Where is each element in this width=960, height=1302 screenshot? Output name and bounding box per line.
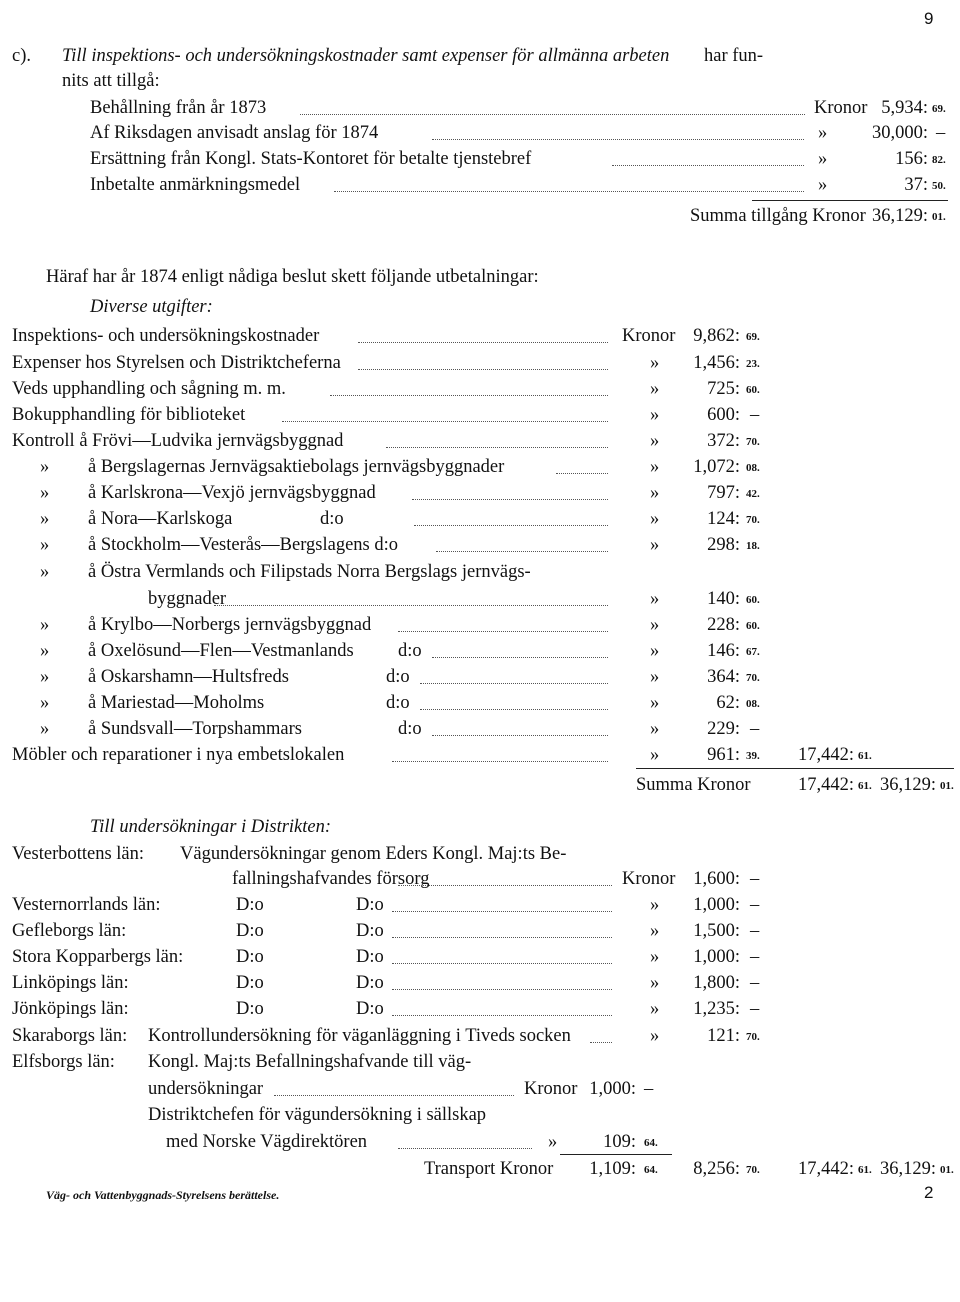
row-ore: 70. (746, 672, 760, 684)
row-amount: 364: (707, 667, 740, 687)
leader-dots (414, 525, 608, 526)
county-label: Gefleborgs län: (12, 921, 127, 941)
row-ore: 60. (746, 384, 760, 396)
row-ore: – (750, 921, 760, 941)
transport-ore: 01. (940, 1164, 954, 1176)
row-ore: 60. (746, 620, 760, 632)
row-ore: 70. (746, 1031, 760, 1043)
county-label: Skaraborgs län: (12, 1026, 128, 1046)
row-amount: 1,235: (693, 999, 740, 1019)
row-prefix: » (548, 1132, 558, 1152)
leader-dots (398, 885, 612, 886)
footer-note: Väg- och Vattenbyggnads-Styrelsens berättelse. (46, 1188, 280, 1202)
row-amount: 146: (707, 641, 740, 661)
row-label: Möbler och reparationer i nya embetslokalen (12, 745, 345, 765)
row-prefix: » (650, 615, 660, 635)
row-amount: 725: (707, 379, 740, 399)
leader-dots (412, 499, 608, 500)
row-prefix: Kronor (622, 326, 676, 346)
row-prefix: » (818, 175, 828, 195)
ditto-mark: » (40, 693, 50, 713)
ditto-mark: » (40, 667, 50, 687)
row-amount: 228: (707, 615, 740, 635)
row-amount: 156: (895, 149, 928, 169)
row-ore: 08. (746, 698, 760, 710)
ditto-do: D:o (356, 895, 384, 915)
county-label: Elfsborgs län: (12, 1052, 115, 1072)
leader-dots (330, 395, 608, 396)
row-label: Kongl. Maj:ts Befallningshafvande till väg- (148, 1052, 472, 1072)
row-ore: 67. (746, 646, 760, 658)
row-amount: 961: (707, 745, 740, 765)
row-label: å Oskarshamn—Hultsfreds (88, 667, 289, 687)
row-amount: 372: (707, 431, 740, 451)
leader-dots (392, 937, 612, 938)
row-ore: 39. (746, 750, 760, 762)
row-label: å Oxelösund—Flen—Vestmanlands (88, 641, 354, 661)
row-label: Inbetalte anmärkningsmedel (90, 175, 301, 195)
summa-total: 36,129: (879, 775, 936, 795)
row-prefix: Kronor (524, 1079, 578, 1099)
row-prefix: » (650, 589, 660, 609)
leader-dots (556, 473, 608, 474)
row-label: å Bergslagernas Jernvägsaktiebolags jernvägsbyggnader (88, 457, 505, 477)
row-amount: 229: (707, 719, 740, 739)
leader-dots (392, 989, 612, 990)
row-amount: 1,456: (693, 353, 740, 373)
row-label: Kontrollundersökning för väganläggning i Tiveds socken (148, 1026, 571, 1046)
ditto-mark: » (40, 641, 50, 661)
row-prefix: » (650, 921, 660, 941)
row-prefix: » (650, 667, 660, 687)
row-ore: – (936, 123, 946, 143)
row-ore: 18. (746, 540, 760, 552)
section-label: c). (12, 46, 31, 66)
row-ore: 70. (746, 514, 760, 526)
leader-dots (398, 631, 608, 632)
ditto-do: D:o (356, 947, 384, 967)
ditto-do: D:o (236, 895, 264, 915)
row-ore: – (644, 1079, 654, 1099)
row-label: å Mariestad—Moholms (88, 693, 265, 713)
ditto-do: d:o (386, 693, 410, 713)
row-amount: 797: (707, 483, 740, 503)
row-prefix: » (650, 457, 660, 477)
row-ore: – (750, 973, 760, 993)
row-ore: 82. (932, 154, 946, 166)
row-amount: 1,800: (693, 973, 740, 993)
row-amount: 1,000: (693, 947, 740, 967)
row-label: med Norske Vägdirektören (166, 1132, 368, 1152)
row-amount: 121: (707, 1026, 740, 1046)
row-ore: 42. (746, 488, 760, 500)
transport-amount: 36,129: (879, 1159, 936, 1179)
row-amount: 1,072: (693, 457, 740, 477)
leader-dots (392, 1015, 612, 1016)
ditto-do: d:o (398, 719, 422, 739)
total-label: Summa tillgång Kronor (690, 206, 866, 226)
leader-dots (358, 342, 608, 343)
ditto-do: D:o (356, 973, 384, 993)
row-prefix: Kronor (814, 98, 868, 118)
ditto-mark: » (40, 562, 50, 582)
ditto-mark: » (40, 719, 50, 739)
row-ore: – (750, 719, 760, 739)
transport-amount: 8,256: (693, 1159, 740, 1179)
row-prefix: » (650, 483, 660, 503)
county-label: Linköpings län: (12, 973, 129, 993)
row-prefix: » (650, 895, 660, 915)
transport-ore: 64. (644, 1164, 658, 1176)
row-prefix: » (650, 947, 660, 967)
section-heading-rest: har fun- (704, 46, 764, 66)
leader-dots (392, 963, 612, 964)
leader-dots (386, 447, 608, 448)
row-label: Veds upphandling och sågning m. m. (12, 379, 286, 399)
row-label: Af Riksdagen anvisadt anslag för 1874 (90, 123, 379, 143)
row-label: å Karlskrona—Vexjö jernvägsbyggnad (88, 483, 376, 503)
ditto-mark: » (40, 615, 50, 635)
ditto-do: D:o (356, 999, 384, 1019)
row-prefix: » (818, 149, 828, 169)
row-ore: 69. (932, 103, 946, 115)
sum-rule (752, 200, 948, 201)
transport-ore: 61. (858, 1164, 872, 1176)
row-prefix: » (650, 535, 660, 555)
ditto-do: D:o (236, 973, 264, 993)
row-label: å Krylbo—Norbergs jernvägsbyggnad (88, 615, 372, 635)
row-prefix: » (650, 379, 660, 399)
summa-amount: 17,442: (797, 775, 854, 795)
row-amount: 1,500: (693, 921, 740, 941)
sheet-mark: 2 (924, 1183, 934, 1202)
county-label: Jönköpings län: (12, 999, 129, 1019)
row-ore: 50. (932, 180, 946, 192)
ditto-do: D:o (236, 999, 264, 1019)
row-prefix: » (650, 641, 660, 661)
row-amount: 62: (716, 693, 740, 713)
row-label: å Sundsvall—Torpshammars (88, 719, 302, 739)
ditto-mark: » (40, 483, 50, 503)
leader-dots (420, 683, 608, 684)
row-ore: 64. (644, 1137, 658, 1149)
county-label: Vesterbottens län: (12, 844, 145, 864)
leader-dots (432, 657, 608, 658)
leader-dots (392, 761, 608, 762)
payments-intro: Häraf har år 1874 enligt nådiga beslut skett följande utbetalningar: (46, 267, 539, 287)
row-ore: – (750, 895, 760, 915)
row-ore: – (750, 869, 760, 889)
sum-rule (636, 768, 954, 769)
carry-amount: 17,442: (797, 745, 854, 765)
leader-dots (358, 369, 608, 370)
leader-dots (214, 605, 608, 606)
row-prefix: Kronor (622, 869, 676, 889)
leader-dots (274, 1095, 514, 1096)
summa-ore: 61. (858, 780, 872, 792)
row-prefix: » (650, 405, 660, 425)
row-label-cont: byggnader (148, 589, 227, 609)
row-prefix: » (650, 719, 660, 739)
leader-dots (398, 1148, 532, 1149)
transport-ore: 70. (746, 1164, 760, 1176)
row-ore: 08. (746, 462, 760, 474)
row-amount: 109: (603, 1132, 636, 1152)
row-label-cont: fallningshafvandes försorg (232, 869, 430, 889)
row-amount: 37: (904, 175, 928, 195)
total-amount: 36,129: (871, 206, 928, 226)
leader-dots (420, 709, 608, 710)
row-amount: 140: (707, 589, 740, 609)
carry-ore: 61. (858, 750, 872, 762)
row-ore: – (750, 999, 760, 1019)
page-number: 9 (924, 9, 934, 28)
ditto-do: D:o (236, 947, 264, 967)
leader-dots (612, 165, 804, 166)
row-label: Ersättning från Kongl. Stats-Kontoret för betalte tjenstebref (90, 149, 532, 169)
row-label: Bokupphandling för biblioteket (12, 405, 246, 425)
county-label: Vesternorrlands län: (12, 895, 161, 915)
row-label: Vägundersökningar genom Eders Kongl. Maj:ts Be- (180, 844, 567, 864)
summa-label: Summa Kronor (636, 775, 751, 795)
ditto-mark: » (40, 535, 50, 555)
row-label: Behållning från år 1873 (90, 98, 267, 118)
row-label: Kontroll å Frövi—Ludvika jernvägsbyggnad (12, 431, 344, 451)
row-amount: 1,000: (589, 1079, 636, 1099)
row-ore: – (750, 947, 760, 967)
transport-amount: 1,109: (589, 1159, 636, 1179)
row-ore: 60. (746, 594, 760, 606)
row-prefix: » (650, 353, 660, 373)
row-amount: 1,600: (693, 869, 740, 889)
payments-subheading: Diverse utgifter: (90, 297, 213, 317)
row-prefix: » (650, 509, 660, 529)
row-prefix: » (650, 973, 660, 993)
row-ore: 70. (746, 436, 760, 448)
row-amount: 600: (707, 405, 740, 425)
ditto-do: d:o (320, 509, 344, 529)
row-amount: 9,862: (693, 326, 740, 346)
row-amount: 124: (707, 509, 740, 529)
ditto-do: D:o (236, 921, 264, 941)
row-ore: 23. (746, 358, 760, 370)
leader-dots (432, 735, 608, 736)
row-amount: 30,000: (871, 123, 928, 143)
ditto-mark: » (40, 457, 50, 477)
transport-amount: 17,442: (797, 1159, 854, 1179)
row-prefix: » (650, 431, 660, 451)
row-label: å Nora—Karlskoga (88, 509, 233, 529)
row-label: Expenser hos Styrelsen och Distriktcheferna (12, 353, 341, 373)
county-label: Stora Kopparbergs län: (12, 947, 184, 967)
leader-dots (334, 191, 804, 192)
leader-dots (590, 1042, 612, 1043)
leader-dots (436, 551, 608, 552)
row-label: Distriktchefen för vägundersökning i sällskap (148, 1105, 487, 1125)
row-ore: 69. (746, 331, 760, 343)
total-ore: 01. (932, 211, 946, 223)
row-label: Inspektions- och undersökningskostnader (12, 326, 320, 346)
row-prefix: » (650, 1026, 660, 1046)
leader-dots (282, 421, 608, 422)
leader-dots (392, 911, 612, 912)
row-prefix: » (650, 999, 660, 1019)
row-label: å Stockholm—Vesterås—Bergslagens d:o (88, 535, 399, 555)
row-ore: – (750, 405, 760, 425)
ditto-do: d:o (386, 667, 410, 687)
sum-rule (560, 1154, 672, 1155)
leader-dots (300, 114, 805, 115)
summa-total-ore: 01. (940, 780, 954, 792)
row-label: å Östra Vermlands och Filipstads Norra Bergslags jernvägs- (88, 562, 531, 582)
section-heading: Till inspektions- och undersökningskostnader samt expenser för allmänna arbeten (62, 46, 670, 66)
row-prefix: » (818, 123, 828, 143)
transport-label: Transport Kronor (424, 1159, 554, 1179)
row-prefix: » (650, 745, 660, 765)
row-amount: 298: (707, 535, 740, 555)
ditto-do: d:o (398, 641, 422, 661)
ditto-do: D:o (356, 921, 384, 941)
districts-heading: Till undersökningar i Distrikten: (90, 817, 332, 837)
row-prefix: » (650, 693, 660, 713)
section-heading-line2: nits att tillgå: (62, 71, 160, 91)
ditto-mark: » (40, 509, 50, 529)
row-amount: 1,000: (693, 895, 740, 915)
leader-dots (432, 139, 804, 140)
row-label-cont: undersökningar (148, 1079, 264, 1099)
row-amount: 5,934: (881, 98, 928, 118)
